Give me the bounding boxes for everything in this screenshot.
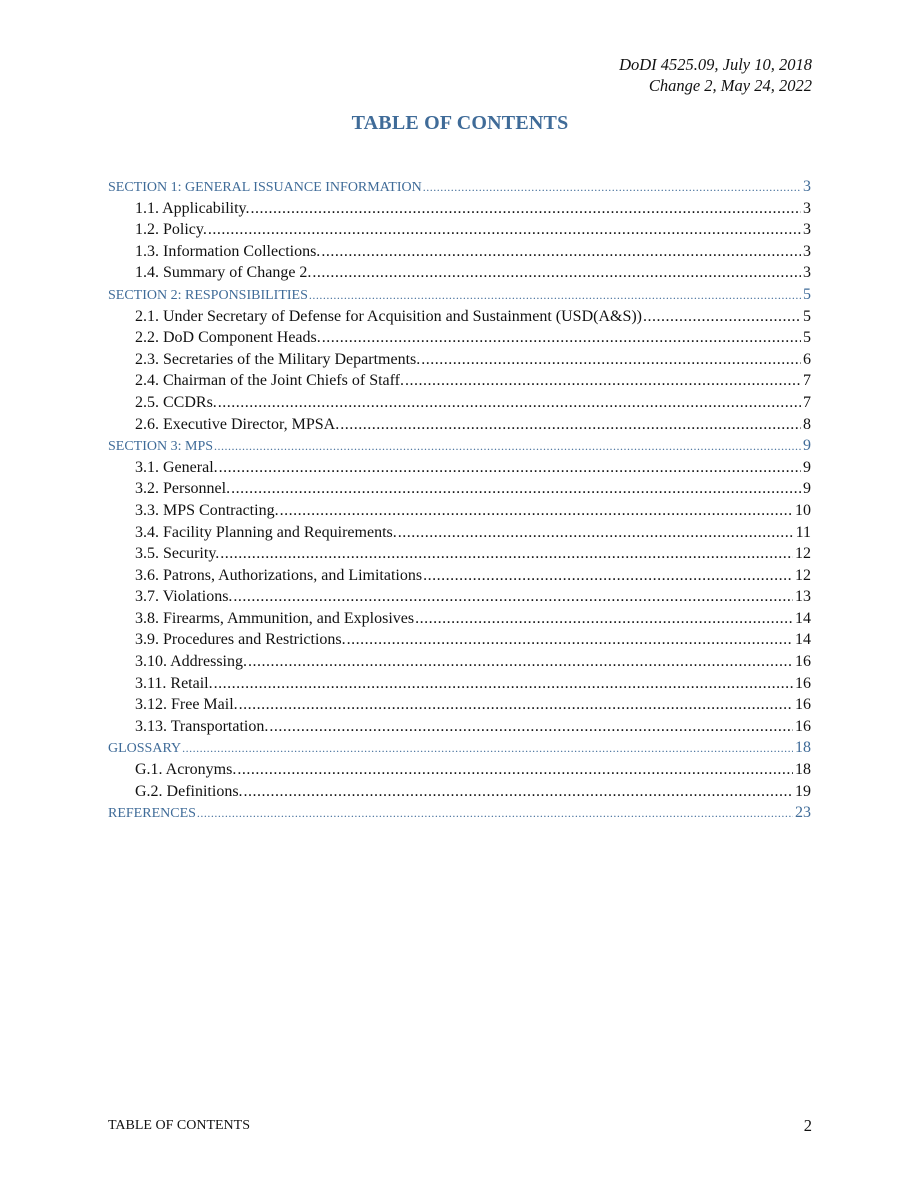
toc-dot-leader	[415, 608, 793, 630]
toc-entry-label: 3.1. General.	[135, 458, 218, 476]
toc-page-number: 11	[795, 523, 811, 541]
toc-page-number: 16	[795, 653, 811, 671]
toc-entry-label: 3.5. Security.	[135, 545, 220, 563]
toc-entry-label: 3.6. Patrons, Authorizations, and Limitations	[135, 566, 423, 584]
toc-entry-label: REFERENCES	[108, 806, 196, 822]
toc-item-link[interactable]	[108, 241, 811, 263]
toc-section-link[interactable]	[108, 802, 811, 824]
header-change-date: Change 2, May 24, 2022	[648, 76, 812, 95]
toc-entry-label: 3.4. Facility Planning and Requirements.	[135, 523, 397, 541]
toc-entry-label: SECTION 2: RESPONSIBILITIES	[108, 287, 308, 303]
toc-dot-leader	[220, 543, 793, 565]
toc-item-link[interactable]	[108, 781, 811, 803]
toc-dot-leader	[237, 759, 793, 781]
toc-entry-label: 1.3. Information Collections.	[135, 242, 321, 260]
toc-entry-label: 3.7. Violations.	[135, 588, 233, 606]
toc-entry-label: 3.12. Free Mail.	[135, 696, 238, 714]
toc-item-link[interactable]	[108, 608, 811, 630]
toc-page-number: 9	[803, 480, 811, 498]
toc-item-link[interactable]	[108, 673, 811, 695]
toc-entry-label: 2.3. Secretaries of the Military Departments.	[135, 350, 421, 368]
toc-dot-leader	[643, 306, 801, 328]
header-doc-id: DoDI 4525.09, July 10, 2018	[619, 55, 812, 74]
toc-dot-leader	[340, 414, 801, 436]
toc-entry-label: 3.10. Addressing.	[135, 653, 247, 671]
toc-page-number: 12	[795, 566, 811, 584]
toc-entry-label: 2.1. Under Secretary of Defense for Acquisition and Sustainment (USD(A&S))	[135, 307, 642, 325]
page-title: TABLE OF CONTENTS	[351, 112, 569, 134]
toc-entry-label: 2.4. Chairman of the Joint Chiefs of Staff.	[135, 372, 404, 390]
toc-page-number: 12	[795, 545, 811, 563]
toc-item-link[interactable]	[108, 651, 811, 673]
toc-dot-leader	[239, 694, 793, 716]
toc-entry-label: G.2. Definitions.	[135, 782, 243, 800]
toc-dot-leader	[347, 629, 793, 651]
toc-dot-leader	[423, 565, 793, 587]
toc-item-link[interactable]	[108, 629, 811, 651]
toc-section-link[interactable]	[108, 284, 811, 306]
toc-page-number: 9	[803, 458, 811, 476]
toc-item-link[interactable]	[108, 586, 811, 608]
toc-page-number: 7	[803, 372, 811, 390]
toc-item-link[interactable]	[108, 262, 811, 284]
toc-entry-label: 3.3. MPS Contracting.	[135, 501, 279, 519]
toc-page-number: 6	[803, 350, 811, 368]
toc-dot-leader	[322, 327, 801, 349]
toc-entry-label: 3.8. Firearms, Ammunition, and Explosives	[135, 609, 415, 627]
toc-section-link[interactable]	[108, 435, 811, 457]
toc-entry-label: SECTION 1: GENERAL ISSUANCE INFORMATION	[108, 180, 422, 195]
toc-dot-leader	[312, 262, 801, 284]
toc-entry-label: 2.5. CCDRs.	[135, 393, 217, 411]
toc-dot-leader	[182, 738, 793, 759]
toc-entry-label: 1.2. Policy.	[135, 221, 207, 239]
toc-page-number: 16	[795, 717, 811, 735]
toc-dot-leader	[321, 241, 801, 263]
toc-entry-label: 2.2. DoD Component Heads.	[135, 329, 321, 347]
toc-page-number: 14	[795, 631, 811, 649]
toc-dot-leader	[233, 586, 793, 608]
toc-page-number: 3	[803, 221, 811, 239]
table-of-contents	[108, 176, 811, 824]
toc-item-link[interactable]	[108, 478, 811, 500]
toc-dot-leader	[398, 522, 794, 544]
toc-dot-leader	[214, 436, 801, 457]
toc-page-number: 18	[795, 739, 811, 757]
toc-item-link[interactable]	[108, 370, 811, 392]
toc-page-number: 8	[803, 415, 811, 433]
toc-item-link[interactable]	[108, 457, 811, 479]
toc-dot-leader	[219, 457, 801, 479]
footer-page-number: 2	[803, 1116, 812, 1135]
toc-dot-leader	[423, 177, 801, 198]
toc-page-number: 13	[795, 588, 811, 606]
toc-page-number: 3	[803, 242, 811, 260]
toc-item-link[interactable]	[108, 500, 811, 522]
toc-entry-label: 1.1. Applicability.	[135, 199, 250, 217]
toc-page-number: 14	[795, 609, 811, 627]
toc-page-number: 3	[803, 178, 811, 195]
toc-item-link[interactable]	[108, 543, 811, 565]
toc-dot-leader	[244, 781, 793, 803]
toc-item-link[interactable]	[108, 392, 811, 414]
toc-item-link[interactable]	[108, 414, 811, 436]
toc-dot-leader	[248, 651, 793, 673]
toc-item-link[interactable]	[108, 306, 811, 328]
toc-entry-label: 3.2. Personnel.	[135, 480, 231, 498]
toc-item-link[interactable]	[108, 759, 811, 781]
toc-page-number: 5	[803, 329, 811, 347]
toc-page-number: 18	[795, 761, 811, 779]
toc-entry-label: GLOSSARY	[108, 741, 182, 757]
toc-page-number: 3	[803, 264, 811, 282]
toc-entry-label: 3.9. Procedures and Restrictions.	[135, 631, 346, 649]
toc-dot-leader	[214, 673, 793, 695]
toc-dot-leader	[309, 285, 801, 306]
toc-item-link[interactable]	[108, 716, 811, 738]
toc-entry-label: 3.13. Transportation.	[135, 717, 269, 735]
document-header	[619, 54, 812, 96]
toc-section-link[interactable]	[108, 176, 811, 198]
footer-section-name: TABLE OF CONTENTS	[108, 1118, 250, 1133]
toc-dot-leader	[197, 803, 793, 824]
toc-page-number: 9	[803, 437, 811, 455]
toc-dot-leader	[269, 716, 793, 738]
toc-item-link[interactable]	[108, 565, 811, 587]
toc-item-link[interactable]	[108, 219, 811, 241]
toc-page-number: 16	[795, 696, 811, 714]
toc-item-link[interactable]	[108, 349, 811, 371]
toc-page-number: 19	[795, 782, 811, 800]
toc-entry-label: 2.6. Executive Director, MPSA.	[135, 415, 340, 433]
toc-page-number: 7	[803, 393, 811, 411]
toc-page-number: 16	[795, 674, 811, 692]
toc-item-link[interactable]	[108, 327, 811, 349]
toc-dot-leader	[231, 478, 801, 500]
toc-dot-leader	[218, 392, 801, 414]
toc-page-number: 5	[803, 285, 811, 303]
toc-page-number: 3	[803, 199, 811, 217]
toc-page-number: 5	[803, 307, 811, 325]
toc-entry-label: 1.4. Summary of Change 2.	[135, 264, 312, 282]
toc-entry-label: G.1. Acronyms.	[135, 761, 237, 779]
toc-dot-leader	[405, 370, 801, 392]
toc-dot-leader	[421, 349, 801, 371]
toc-item-link[interactable]	[108, 694, 811, 716]
toc-dot-leader	[280, 500, 793, 522]
toc-item-link[interactable]	[108, 522, 811, 544]
toc-section-link[interactable]	[108, 737, 811, 759]
toc-page-number: 23	[795, 804, 811, 822]
toc-page-number: 10	[795, 501, 811, 519]
toc-entry-label: SECTION 3: MPS	[108, 439, 214, 455]
toc-dot-leader	[251, 198, 801, 220]
toc-dot-leader	[208, 219, 801, 241]
toc-item-link[interactable]	[108, 198, 811, 220]
toc-entry-label: 3.11. Retail.	[135, 674, 213, 692]
